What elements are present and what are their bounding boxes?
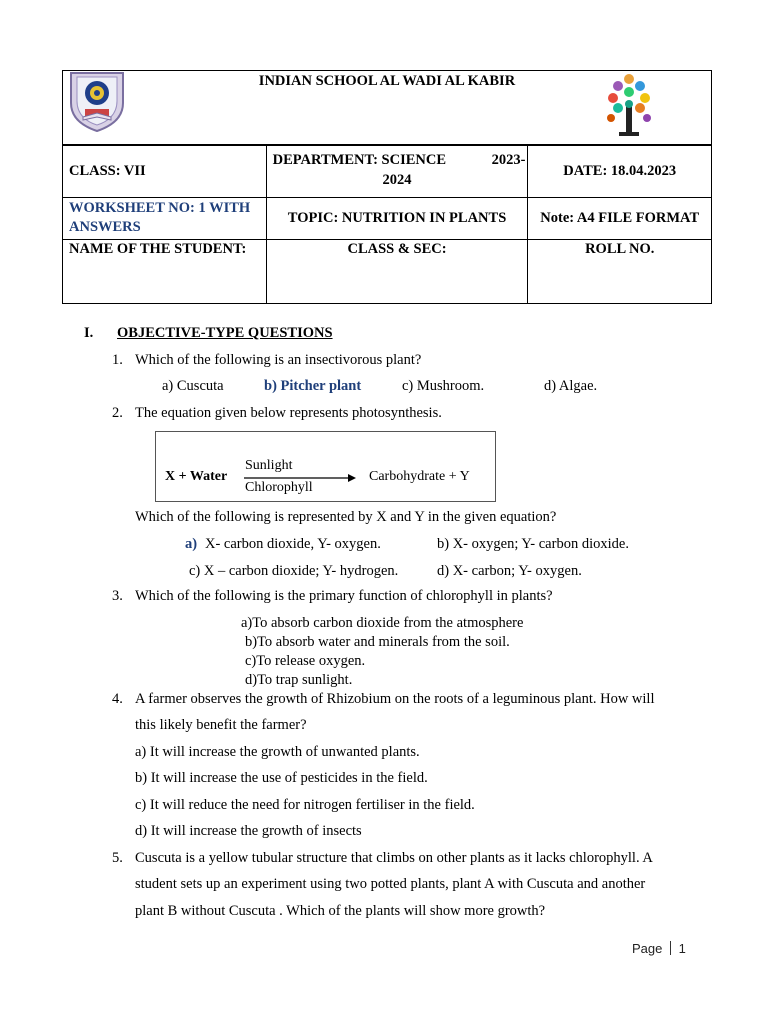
class-label: CLASS: VII [69, 162, 146, 179]
date-label: DATE: 18.04.2023 [563, 162, 677, 179]
class-sec-label: CLASS & SEC: [347, 241, 447, 257]
q3-option-d: d)To trap sunlight. [245, 672, 353, 688]
q5-text-line2: student sets up an experiment using two potted plants, plant A with Cuscuta and another [135, 876, 646, 892]
q5-number: 5. [112, 850, 123, 866]
q1-option-b-answer: b) Pitcher plant [264, 378, 362, 394]
q2-answer-marker: a) [185, 536, 198, 552]
equation-right: Carbohydrate + Y [369, 469, 470, 484]
worksheet-cell [63, 198, 267, 240]
equation-condition-bottom: Chlorophyll [245, 480, 313, 495]
page-number: 1 [678, 941, 686, 956]
q1-text: Which of the following is an insectivorous plant? [135, 352, 422, 368]
q2-option-b: b) X- oxygen; Y- carbon dioxide. [437, 536, 629, 552]
q2-subquestion: Which of the following is represented by X and Y in the given equation? [135, 509, 557, 525]
note-label: Note: A4 FILE FORMAT [540, 210, 700, 226]
q5-text-line3: plant B without Cuscuta . Which of the plants will show more growth? [135, 903, 546, 919]
q1-option-a: a) Cuscuta [162, 378, 224, 394]
q2-option-d: d) X- carbon; Y- oxygen. [437, 563, 582, 579]
q2-option-a: X- carbon dioxide, Y- oxygen. [205, 536, 381, 552]
q3-option-a: a)To absorb carbon dioxide from the atmosphere [241, 615, 524, 631]
roll-no-label: ROLL NO. [585, 241, 655, 257]
q2-option-c: c) X – carbon dioxide; Y- hydrogen. [189, 563, 399, 579]
equation-condition-top: Sunlight [245, 458, 293, 473]
roll-no-cell [528, 240, 712, 304]
q4-text-line1: A farmer observes the growth of Rhizobium on the roots of a leguminous plant. How will [135, 691, 655, 707]
student-name-cell [63, 240, 267, 304]
q4-option-a: a) It will increase the growth of unwanted plants. [135, 744, 420, 760]
q4-number: 4. [112, 691, 123, 707]
q5-text-line1: Cuscuta is a yellow tubular structure that climbs on other plants as it lacks chlorophyll. A [135, 850, 653, 866]
topic-cell [266, 198, 528, 240]
q2-text: The equation given below represents photosynthesis. [135, 405, 442, 421]
topic-label: TOPIC: NUTRITION IN PLANTS [287, 210, 507, 226]
q2-number: 2. [112, 405, 123, 421]
class-cell [63, 145, 267, 198]
page-label: Page [632, 941, 663, 956]
q3-number: 3. [112, 588, 123, 604]
q1-option-d: d) Algae. [544, 378, 598, 394]
school-name: INDIAN SCHOOL AL WADI AL KABIR [258, 73, 516, 89]
section-title: OBJECTIVE-TYPE QUESTIONS [117, 325, 333, 341]
q3-option-b: b)To absorb water and minerals from the soil. [245, 634, 510, 650]
q4-option-b: b) It will increase the use of pesticides in the field. [135, 770, 428, 786]
q3-text: Which of the following is the primary function of chlorophyll in plants? [135, 588, 553, 604]
department-year-end: 2024 [382, 171, 412, 188]
note-cell [528, 198, 712, 240]
q4-option-c: c) It will reduce the need for nitrogen fertiliser in the field. [135, 797, 475, 813]
date-cell [528, 145, 712, 198]
tree-logo [603, 72, 655, 138]
q3-option-c: c)To release oxygen. [245, 653, 366, 669]
q1-number: 1. [112, 352, 123, 368]
department-cell [266, 145, 528, 198]
photosynthesis-equation [155, 431, 496, 502]
school-header-cell [63, 71, 712, 145]
page-footer [632, 941, 686, 956]
equation-left: X + Water [165, 469, 228, 484]
department-label: DEPARTMENT: SCIENCE [272, 151, 446, 168]
school-crest-logo [67, 71, 127, 133]
q4-option-d: d) It will increase the growth of insects [135, 823, 362, 839]
header-table [62, 70, 712, 304]
section-numeral: I. [84, 325, 94, 341]
department-year-start: 2023- [491, 151, 526, 168]
student-name-label: NAME OF THE STUDENT: [69, 241, 247, 257]
worksheet-label: WORKSHEET NO: 1 WITH ANSWERS [69, 200, 251, 235]
class-sec-cell [266, 240, 528, 304]
page-separator [670, 941, 671, 955]
q4-text-line2: this likely benefit the farmer? [135, 717, 307, 733]
q1-option-c: c) Mushroom. [402, 378, 485, 394]
